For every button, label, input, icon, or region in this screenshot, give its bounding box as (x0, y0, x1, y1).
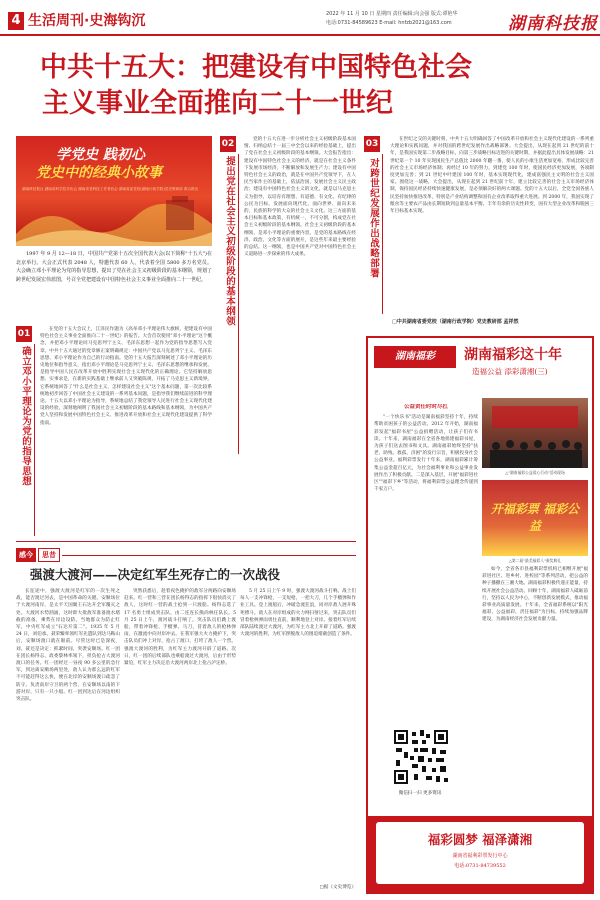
ad-footer-org: 湖南省福利彩票发行中心 (452, 853, 508, 859)
headline-line-2: 主义事业全面推向二十一世纪 (42, 88, 393, 119)
section-03-rule (382, 154, 383, 314)
banner-line-2: 党史中的经典小故事 (36, 165, 162, 181)
ad-event-photo (482, 398, 588, 468)
section-03-signature: □中共湖南省委党校（湖南行政学院）党史教研部 孟祥然 (392, 319, 519, 325)
ad-column-1-text: "一个快乐书"活动是湖南福彩坚持十年，持续帮助贫困孩子的公益活动。2012 年开始，湖南福彩发起"福彩书屋"公益捐赠活动，让孩子们有书读。十年来，湖南福彩在全省各地捐建福彩书屋，为孩子们送去图书和文具。湖南福彩始终坚持"扶老、助残、救孤、济困"的发行宗旨，积极投身社会公益事业。福利彩票发行十年来，湖南福彩累计筹集公益金超百亿元，为社会福利事业和公益事业发展作出了积极贡献。二是深入基层，开展"福彩进社区""福彩下乡"等活动，将福利彩票公益理念传递到千家万户。 (374, 415, 478, 493)
ad-ceremony-photo (482, 480, 588, 556)
section-03-number: 03 (364, 136, 380, 152)
section-02-rule (238, 154, 239, 454)
story-column-3: 5 月 25 日上午 9 时，强渡大渡河战斗打响。战士们每人一支冲锋枪，一支短枪，一把大刀，几个手榴弹和作业工具。登上渡船后，冲破急流狂浪，同对岸敌人展开殊死搏斗。敌人在对岸组成的火力网扫射过来，突击队员们冒着枪林弹雨勇往直前，顺利地登上对岸。接着红军后续部队陆续渡过大渡河，为红军主力北上开辟了道路。强渡大渡河的胜利，为红军摆脱敌人的围追堵截创造了条件。 (240, 589, 356, 638)
section-01-title: 确立邓小平理论为党的指导思想 (20, 346, 31, 486)
intro-paragraph: 1997 年 9 月 12—18 日，中国共产党第十五次全国代表大会(以下简称"十五大")在北京举行。大会正式代表 2048 人，特邀代表 60 人，代表着全国 5800 多万名党员。大会确立邓小平理论为党的指导思想，提出了党在社会主义初级阶段的基本纲领，规划了跨世纪发展宏伟蓝图，号召全党把建设有中国特色社会主义事业全面推向二十一世纪。 (16, 251, 212, 283)
ad-event-photo-art (482, 398, 588, 468)
story-column-2: 突然获悉后，趁着夜色掩护的敌军分两路向安顺场赶来。红一营和三营在团长杨得志的指挥下很快消灭了敌人，这时红一营的战士抢到一只渡船。杨得志选了 17 名勇士组成突击队，由二连连长熊尚林任队长。5 月 25 日上午，渡河战斗打响了。突击队员们跳上渡船，带着冲锋枪、手榴弹、马刀，冒着敌人的枪林弹雨，在激流中向对岸冲去。在我军强大火力掩护下，突击队员们冲上对岸，抢占了渡口，打垮了敌人一个营。强渡大渡河的胜利，为红军主力渡河开辟了道路。次日，红一团的后续部队也乘船渡过大渡河，后由于形势紧迫，红军主力决定沿大渡河两岸北上抢占泸定桥。 (124, 589, 236, 667)
ad-title: 湖南福彩这十年 (464, 347, 562, 363)
section-02-title: 提出党在社会主义初级阶段的基本纲领 (224, 156, 235, 326)
banner-decoration (16, 194, 212, 246)
column-tag-rule (62, 555, 356, 556)
story-source: □据《文史博览》 (319, 885, 356, 890)
ad-footer-phone: 电话:0731-84739552 (454, 863, 506, 869)
ad-column-2: 如今，全省各市县福利彩票机构已相继开展"福彩进社区、进乡村、进校园"等系列活动，把公益的种子播撒在三湘大地。湖南福彩积极传递正能量，持续开展社会公益活动。回顾十年，湖南福彩人砥砺前行，坚持以人民为中心，不断创新发展模式，推动福彩事业高质量发展。十年来，全省福彩系统以"阳光福彩、公益福彩、责任福彩"为目标，持续加强品牌建设，为湖南经济社会发展贡献力量。 (482, 567, 588, 623)
banner-subtitle: 湖南科技报社 湖南省科学技术协会 湖南省老科技工作者协会 湖南省委党校(湖南行政学院)党史教研部 联合推出 (22, 187, 199, 191)
ad-column-1-heading: 公益责任时时尽扛 (403, 404, 448, 410)
contact-meta: 电话:0731-84589623 E-mail: hnfzb2021@163.com (326, 20, 452, 26)
ad-photo-caption-2: △第二届"最美福彩人"颁奖典礼 (509, 558, 561, 563)
headline-line-1: 中共十五大：把建设有中国特色社会 (40, 52, 472, 83)
ad-ceremony-photo-text: 开福彩票 福彩公益 (490, 502, 580, 533)
section-divider (16, 541, 356, 542)
newspaper-logo: 湖南科技报 (508, 14, 598, 34)
section-number: 4 (8, 12, 24, 30)
lottery-advertisement (366, 336, 594, 894)
section-03-body: 在世纪之交的关键时刻，中共十五大明确回答了中国改革开放和社会主义现代化建设的一系列重大理论和实践问题，并对我国的跨世纪发展作出战略部署。大会提出，从现在起到 21 世纪的前十年，是我国实现第二步战略目标，向第三步战略目标迈进的关键时期，并据此提出具体发展战略：21 世纪第一个 10 年实现国民生产总值比 2000 年翻一番，使人民的小康生活更加宽裕，形成比较完善的社会主义市场经济体制；再经过 10 年的努力，到建党 100 年时，使国民经济更加发展，各项制度更加完善；到 21 世纪中叶建国 100 年时，基本实现现代化，建成富强民主文明的社会主义国家。围绕这一战略，大会提出，从现在起到 21 世纪前十年，建立比较完善的社会主义市场经济体制，保持国民经济持续快速健康发展，是必须解决好的两大课题。党的十五大以后，全党全国各族人民坚持加快推进改革，特别是产业结构调整和国有企业改革取得重大进展。到 2000 年，我国实现了粮食等主要农产品由长期短缺到总量基本平衡、丰年有余的历史性转变，国有大型企业改革和脱困三年目标基本实现。 (390, 137, 594, 215)
ad-subtitle: 造福公益 添彩潇湘(三) (472, 367, 548, 376)
ad-column-1 (374, 404, 478, 724)
banner-image (16, 136, 212, 246)
ad-footer (368, 816, 592, 892)
ad-footer-panel (376, 822, 584, 884)
section-01-rule (34, 344, 35, 536)
ad-logo: 湖南福彩 (374, 346, 456, 368)
ad-header (368, 338, 592, 400)
section-name: 生活周刊·史海钩沉 (28, 13, 146, 29)
qr-code-label: 微信扫一扫 更多资讯 (398, 791, 442, 796)
section-02-body: 党的十五大在进一步分析社会主义初级阶段基本国情、归纳总结十一届三中全会以来的经验基础上，提出了党在社会主义初级阶段的基本纲领。大会报告指出：建设有中国特色社会主义的经济，就是在社会主义条件下发展市场经济，不断解放和发展生产力；建设有中国特色社会主义的政治，就是在中国共产党领导下，在人民当家作主的基础上，依法治国，发展社会主义民主政治；建设有中国特色社会主义的文化，就是以马克思主义为指导，以培育有理想、有道德、有文化、有纪律的公民为目标，发展面向现代化、面向世界、面向未来的，民族的科学的大众的社会主义文化。这三方面的基本目标和基本政策，有机统一，不可分割，构成党在社会主义初级阶段的基本纲领。社会主义初级阶段的基本纲领，是邓小平理论的重要内容，是党的基本路线在经济、政治、文化等方面的展开，是这些年来最主要经验的总结。这一纲领，也是中国共产党对中国特色社会主义道路进一步探索的伟大成果。 (244, 137, 356, 258)
section-03-title: 对跨世纪发展作出战略部署 (368, 158, 379, 278)
story-column-1: 长征途中，强渡大渡河是红军的一次生死之战，能否渡过河去，是中国革命的关键。安顺场位于大渡河南岸，是太平天国翼王石达开全军覆灭之处。大渡河水势汹涌，这时即大批敌军准备渡水堵截的准备，乘势在岸边设防。当地群众为防止红军，中央红军成立"石达开第二"。1935 年 5 月 24 日，刘伯承、聂荣臻率领红军先遣队到达马鞍山后，安顺场渡口就在眼前。尽管这时已是深夜，刘、聂还是决定：抓紧时间，突袭安顺场。红一团在团长杨得志、政委黎林率领下，担负抢占大渡河渡口的任务。红一团经过一昼夜 90 多公里的急行军，到达离安顺场两里处，敌人认为那么远的红军不可能赶得这么快，便在北岸的安顺场渡口疏忽了防守。负责南岸守卫的两个营，在安顺场以南的下游对岸，只有一只小船。红一团到达后在河边组织突击队。 (16, 589, 120, 703)
section-01-number: 01 (16, 326, 32, 342)
column-tag-1: 感今 (16, 548, 36, 562)
ad-photo-caption-1: △"湖南福彩公益爱心行动"活动现场 (505, 470, 565, 475)
column-tag-2: 思昔 (38, 548, 60, 562)
section-01-body: 在党的十五大会议上，江泽民作题为《高举邓小平理论伟大旗帜，把建设有中国特色社会主义事业全面推向二十一世纪》的报告。大会首次使用"邓小平理论"这个概念，并把邓小平理论同马克思列宁主义、毛泽东思想一起作为党的指导思想写入党章。中共十五大通过的党章修正案明确规定：中国共产党以马克思列宁主义、毛泽东思想、邓小平理论作为自己的行动指南。党的十五大报告深刻阐述了邓小平理论的历史地位和指导意义，指出邓小平理论是马克思列宁主义、毛泽东思想的继承和发展，是指导中国人民在改革开放中胜利实现社会主义现代化的正确理论。它坚持解放思想、实事求是，在新的实践基础上继承前人又突破陈规，开拓了马克思主义新境界。它系统地回答了"什么是社会主义，怎样建设社会主义"这个基本问题，第一次比较系统地初步回答了中国社会主义建设的一系列基本问题，是指导我们继续前进的科学理论。十五大以邓小平理论为指导，系统地总结了我党领导人民进行社会主义现代化建设的经验，深刻地阐明了我国社会主义初级阶段的基本路线和基本纲领，为中国共产党人坚持和发展中国特色社会主义、推进改革开放和社会主义现代化建设提供了科学指南。 (40, 327, 212, 426)
section-02-number: 02 (220, 136, 236, 152)
ad-footer-slogan: 福彩圆梦 福泽潇湘 (427, 832, 533, 847)
qr-code-icon[interactable] (392, 728, 450, 786)
headline (40, 50, 580, 122)
issue-meta: 2022 年 11 月 10 日 星期四 责任编辑:向会强 版式:谭艳华 (326, 11, 458, 17)
banner-line-1: 学党史 践初心 (56, 147, 145, 163)
story-title: 强渡大渡河——决定红军生死存亡的一次战役 (30, 567, 281, 582)
